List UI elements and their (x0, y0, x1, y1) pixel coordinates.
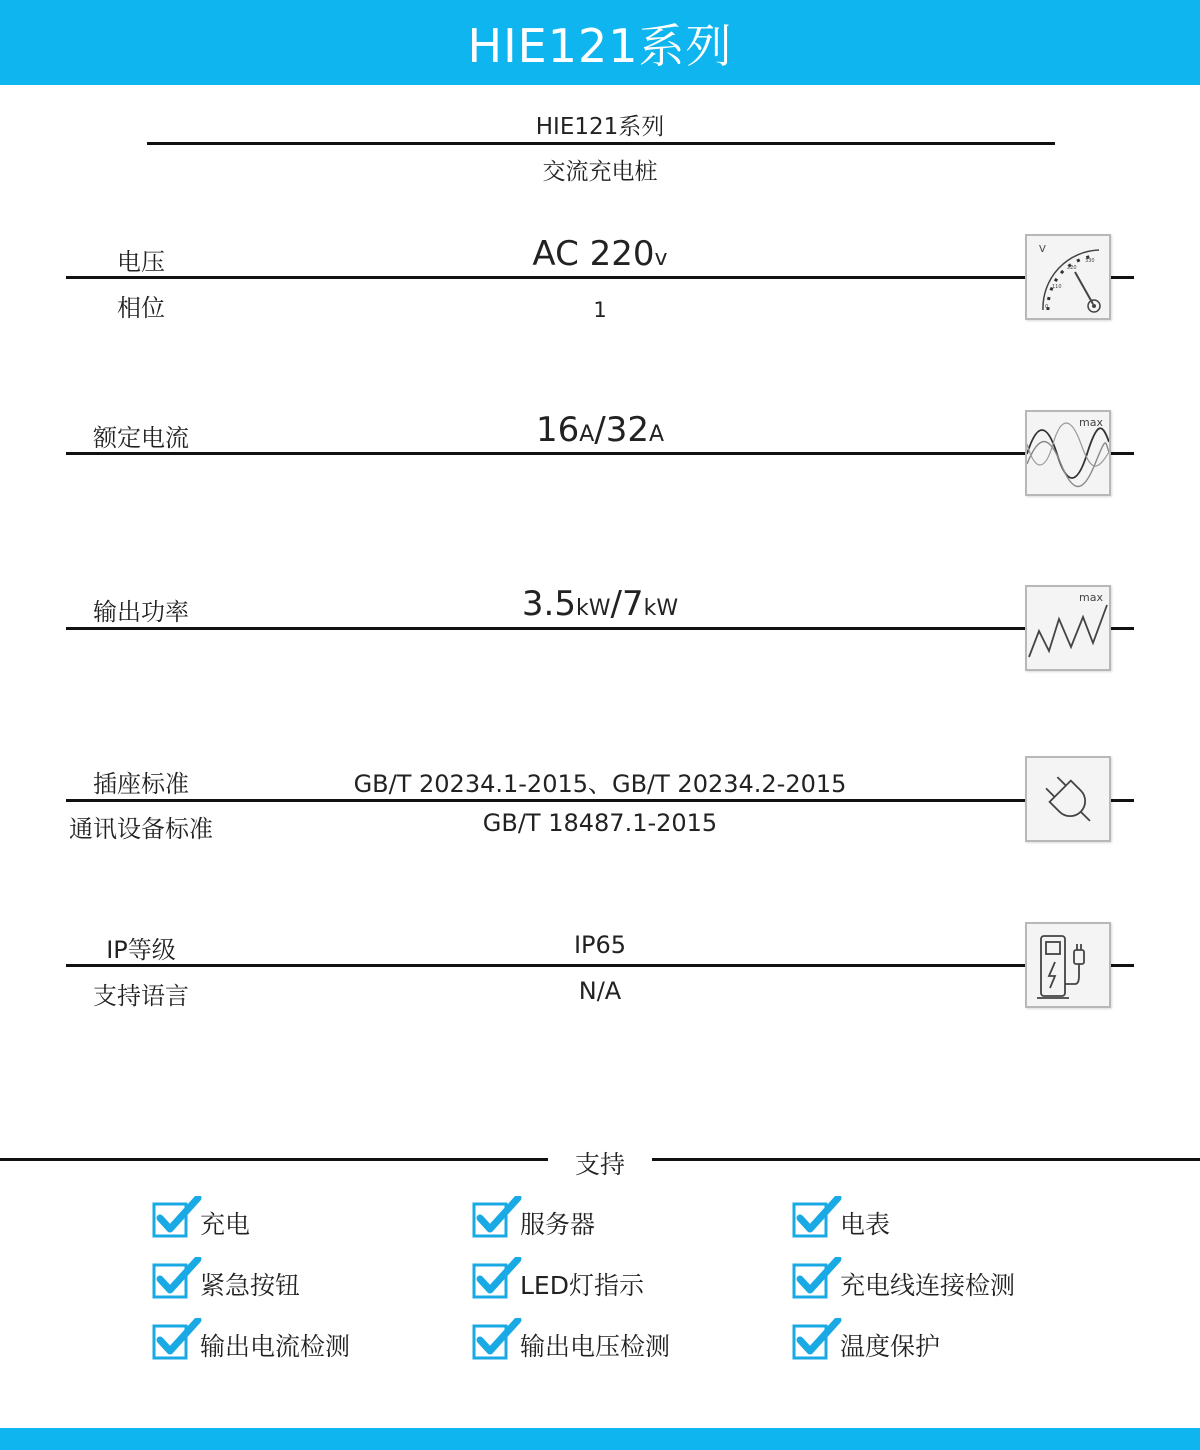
checkmark-icon (792, 1196, 846, 1242)
comm-label: 通讯设备标准 (69, 815, 213, 843)
power-max-badge: max (1079, 591, 1103, 604)
checkmark-icon (792, 1257, 846, 1303)
ip-divider (66, 964, 1026, 967)
voltage-value: AC 220v (532, 234, 668, 274)
support-item-label: 紧急按钮 (200, 1271, 301, 1300)
checkmark-icon (472, 1318, 526, 1364)
ip-label: IP等级 (106, 936, 176, 964)
lang-value: N/A (578, 977, 622, 1005)
series-name: HIE121系列 (535, 114, 665, 140)
support-item-label: 充电线连接检测 (840, 1271, 1016, 1300)
support-item-label: 服务器 (520, 1210, 596, 1239)
support-item (152, 1318, 350, 1364)
current-divider (66, 452, 1026, 455)
top-banner (0, 0, 1200, 85)
support-item-label: 温度保护 (840, 1332, 941, 1361)
current-max-badge: max (1079, 416, 1103, 429)
power-label: 输出功率 (93, 598, 189, 626)
voltage-label: 电压 (117, 248, 165, 276)
voltmeter-icon (1025, 234, 1111, 320)
voltmeter-unit: V (1039, 244, 1046, 255)
power-divider (66, 627, 1026, 630)
lang-label: 支持语言 (93, 982, 189, 1010)
series-divider (147, 142, 1055, 145)
support-item-label: 输出电压检测 (520, 1332, 671, 1361)
socket-divider (66, 799, 1026, 802)
checkmark-icon (152, 1196, 206, 1242)
plug-icon (1025, 756, 1111, 842)
svg-text:0: 0 (1045, 304, 1049, 310)
checkmark-icon (472, 1257, 526, 1303)
svg-text:220: 220 (1067, 265, 1077, 271)
checkmark-icon (792, 1318, 846, 1364)
sine-wave-icon (1025, 410, 1111, 496)
socket-divider-tail (1111, 799, 1134, 802)
support-item (472, 1196, 595, 1242)
zigzag-wave-icon (1025, 585, 1111, 671)
support-title: 支持 (574, 1150, 625, 1179)
current-label: 额定电流 (93, 424, 189, 452)
support-item (792, 1257, 1015, 1303)
svg-text:330: 330 (1085, 258, 1095, 264)
bottom-banner (0, 1428, 1200, 1450)
support-item-label: 输出电流检测 (200, 1332, 351, 1361)
voltage-divider-tail (1111, 276, 1134, 279)
page-title: HIE121系列 (467, 18, 733, 73)
ip-value: IP65 (573, 931, 627, 959)
voltage-divider (66, 276, 1026, 279)
phase-label: 相位 (117, 294, 165, 322)
socket-value: GB/T 20234.1-2015、GB/T 20234.2-2015 (353, 770, 847, 798)
phase-value: 1 (593, 298, 607, 322)
support-item (792, 1196, 890, 1242)
support-item (472, 1318, 670, 1364)
checkmark-icon (152, 1257, 206, 1303)
support-item (472, 1257, 644, 1303)
ip-divider-tail (1111, 964, 1134, 967)
ev-charger-icon (1025, 922, 1111, 1008)
power-divider-tail (1111, 627, 1134, 630)
series-type: 交流充电桩 (542, 159, 658, 185)
support-item (152, 1257, 300, 1303)
current-divider-tail (1111, 452, 1134, 455)
comm-value: GB/T 18487.1-2015 (482, 809, 718, 837)
support-item (152, 1196, 250, 1242)
support-item-label: 充电 (200, 1210, 251, 1239)
checkmark-icon (152, 1318, 206, 1364)
power-value: 3.5kW/7kW (521, 584, 679, 624)
svg-text:110: 110 (1052, 284, 1062, 290)
support-item-label: 电表 (840, 1210, 891, 1239)
checkmark-icon (472, 1196, 526, 1242)
support-item-label: LED灯指示 (520, 1271, 644, 1300)
current-value: 16A/32A (535, 410, 665, 450)
socket-label: 插座标准 (93, 770, 189, 798)
support-item (792, 1318, 940, 1364)
